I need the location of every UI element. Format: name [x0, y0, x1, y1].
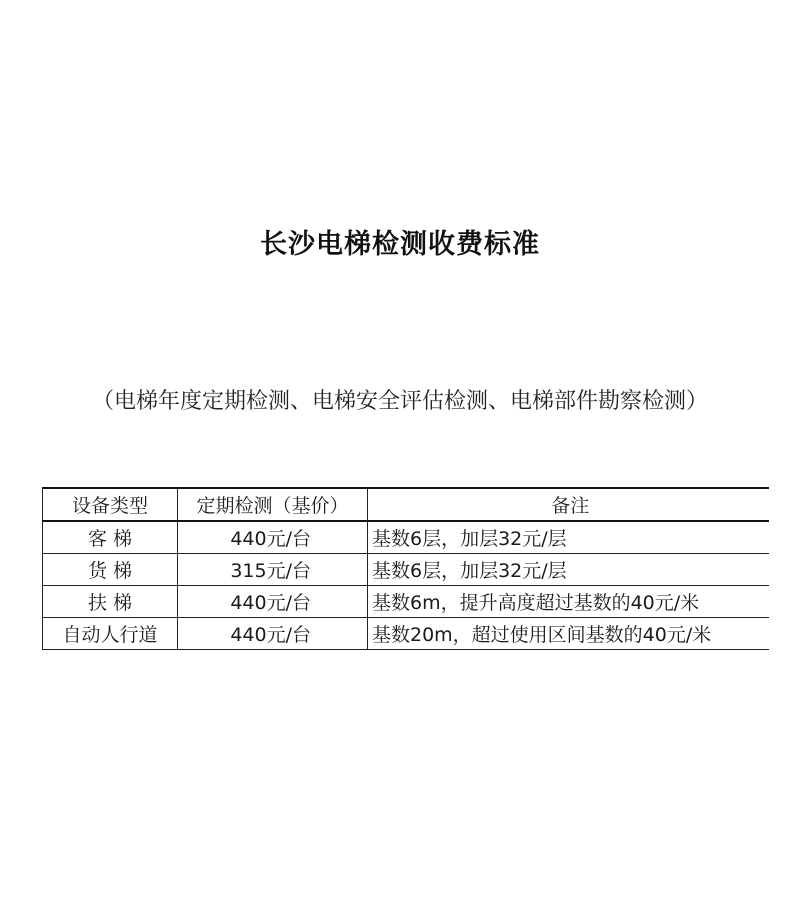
remark-cell: 基数6m，提升高度超过基数的40元/米	[368, 586, 769, 618]
table-row	[43, 521, 769, 554]
price-cell: 315元/台	[178, 554, 368, 586]
device-type-cell: 货 梯	[43, 554, 178, 586]
table-row	[43, 586, 769, 618]
price-cell: 440元/台	[178, 521, 368, 554]
device-type-cell: 客 梯	[43, 521, 178, 554]
remark-cell: 基数6层，加层32元/层	[368, 554, 769, 586]
fee-table	[42, 487, 769, 650]
page-subtitle: （电梯年度定期检测、电梯安全评估检测、电梯部件勘察检测）	[91, 389, 708, 414]
device-type-cell: 扶 梯	[43, 586, 178, 618]
column-header-device-type: 设备类型	[43, 488, 178, 521]
remark-cell: 基数20m，超过使用区间基数的40元/米	[368, 618, 769, 650]
price-cell: 440元/台	[178, 618, 368, 650]
column-header-remarks: 备注	[368, 488, 769, 521]
price-cell: 440元/台	[178, 586, 368, 618]
page-title: 长沙电梯检测收费标准	[260, 229, 540, 260]
table-row	[43, 618, 769, 650]
device-type-cell: 自动人行道	[43, 618, 178, 650]
table-row	[43, 554, 769, 586]
remark-cell: 基数6层，加层32元/层	[368, 521, 769, 554]
table-header-row	[43, 488, 769, 521]
column-header-inspection-price: 定期检测（基价）	[178, 488, 368, 521]
